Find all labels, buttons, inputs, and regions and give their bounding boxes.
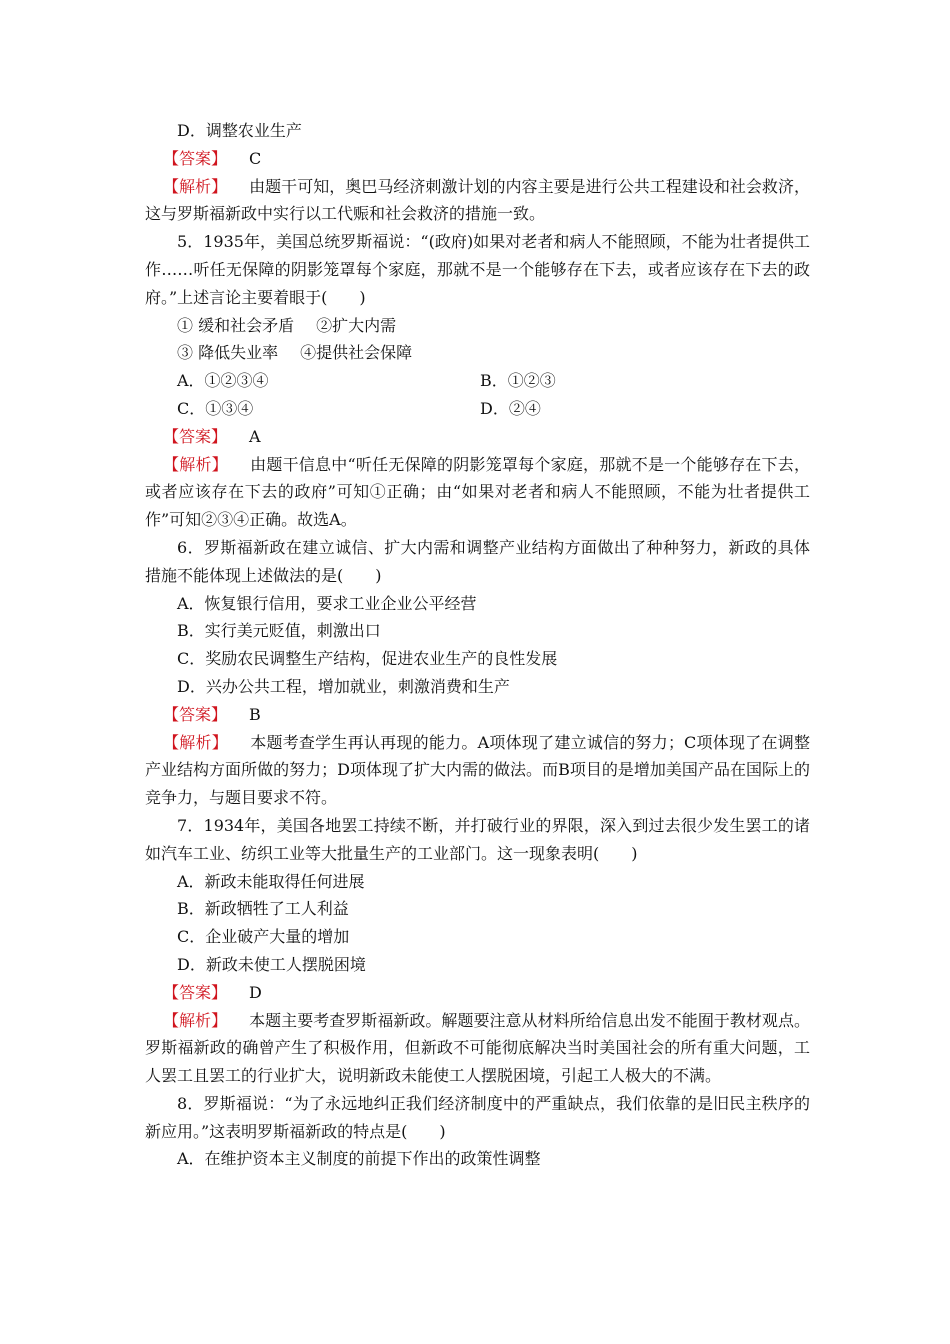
- q5-option-c: C．①③④: [177, 398, 254, 418]
- q5-item-4: ④提供社会保障: [300, 343, 413, 363]
- analysis-tag: 【解析】: [163, 454, 228, 474]
- q7-analysis: [145, 1007, 810, 1090]
- q5-item-3: ③ 降低失业率: [177, 343, 279, 363]
- q4-analysis: [145, 173, 810, 229]
- analysis-text: 本题考查学生再认再现的能力。A项体现了建立诚信的努力；C项体现了在调整产业结构方面所做的努力；D项体现了扩大内需的做法。而B项目的是增加美国产品在国际上的竞争力，与题目要求不符。: [145, 732, 810, 808]
- q7-option-c: C．企业破产大量的增加: [177, 927, 350, 947]
- q7-answer: [145, 979, 810, 1007]
- answer-tag: 【答案】: [163, 982, 228, 1002]
- q7-option-a: A．新政未能取得任何进展: [177, 871, 365, 891]
- analysis-text: 由题干可知，奥巴马经济刺激计划的内容主要是进行公共工程建设和社会救济，这与罗斯福新政中实行以工代赈和社会救济的措施一致。: [145, 176, 810, 224]
- q7-option-d: D．新政未使工人摆脱困境: [177, 954, 366, 974]
- q5-answer: [145, 423, 810, 451]
- analysis-text: 本题主要考查罗斯福新政。解题要注意从材料所给信息出发不能囿于教材观点。罗斯福新政的确曾产生了积极作用，但新政不可能彻底解决当时美国社会的所有重大问题，工人罢工且罢工的行业扩大，说明新政未能使工人摆脱困境，引起工人极大的不满。: [145, 1010, 810, 1086]
- q6-answer: [145, 701, 810, 729]
- q6-analysis: [145, 729, 810, 812]
- q8-stem: 8．罗斯福说：“为了永远地纠正我们经济制度中的严重缺点，我们依靠的是旧民主秩序的新应用。”这表明罗斯福新政的特点是( ): [145, 1093, 810, 1141]
- q8-option-a: A．在维护资本主义制度的前提下作出的政策性调整: [177, 1149, 541, 1169]
- q6-option-a: A．恢复银行信用，要求工业企业公平经营: [177, 593, 477, 613]
- analysis-text: 由题干信息中“听任无保障的阴影笼罩每个家庭，那就不是一个能够存在下去，或者应该存在下去的政府”可知①正确；由“如果对老者和病人不能照顾，不能为壮者提供工作”可知②③④正确。故选A。: [145, 454, 810, 530]
- q5-analysis: [145, 451, 810, 534]
- q5-option-a: A．①②③④: [177, 371, 269, 391]
- q5-options-row2: [145, 395, 810, 423]
- q7-option-b: B．新政牺牲了工人利益: [177, 899, 349, 919]
- q5-item-2: ②扩大内需: [316, 315, 397, 335]
- document-page: [145, 117, 810, 1173]
- q5-options-row1: [145, 367, 810, 395]
- q5-stem: 5．1935年，美国总统罗斯福说：“(政府)如果对老者和病人不能照顾，不能为壮者提供工作……听任无保障的阴影笼罩每个家庭，那就不是一个能够存在下去，或者应该存在下去的政府。”上述言论主要着眼于( ): [145, 232, 810, 307]
- q5-item-1: ① 缓和社会矛盾: [177, 315, 295, 335]
- answer-tag: 【答案】: [163, 426, 228, 446]
- answer-value: C: [249, 148, 262, 168]
- q7-stem: 7．1934年，美国各地罢工持续不断，并打破行业的界限，深入到过去很少发生罢工的诸如汽车工业、纺织工业等大批量生产的工业部门。这一现象表明( ): [145, 815, 810, 863]
- answer-value: D: [249, 982, 262, 1002]
- answer-tag: 【答案】: [163, 704, 228, 724]
- analysis-tag: 【解析】: [163, 1010, 228, 1030]
- q6-option-b: B．实行美元贬值，刺激出口: [177, 621, 381, 641]
- q5-items-row1: [145, 312, 810, 340]
- answer-value: A: [249, 426, 261, 446]
- answer-value: B: [249, 704, 261, 724]
- q6-option-c: C．奖励农民调整生产结构，促进农业生产的良性发展: [177, 649, 558, 669]
- q6-option-d: D．兴办公共工程，增加就业，刺激消费和生产: [177, 676, 510, 696]
- q6-stem: 6．罗斯福新政在建立诚信、扩大内需和调整产业结构方面做出了种种努力，新政的具体措施不能体现上述做法的是( ): [145, 537, 810, 585]
- analysis-tag: 【解析】: [163, 176, 228, 196]
- analysis-tag: 【解析】: [163, 732, 228, 752]
- q4-answer: [145, 145, 810, 173]
- q5-option-b: B．①②③: [480, 371, 556, 391]
- q5-items-row2: [145, 339, 810, 367]
- answer-tag: 【答案】: [163, 148, 228, 168]
- q4-option-d: D．调整农业生产: [177, 121, 302, 140]
- q5-option-d: D．②④: [480, 398, 541, 418]
